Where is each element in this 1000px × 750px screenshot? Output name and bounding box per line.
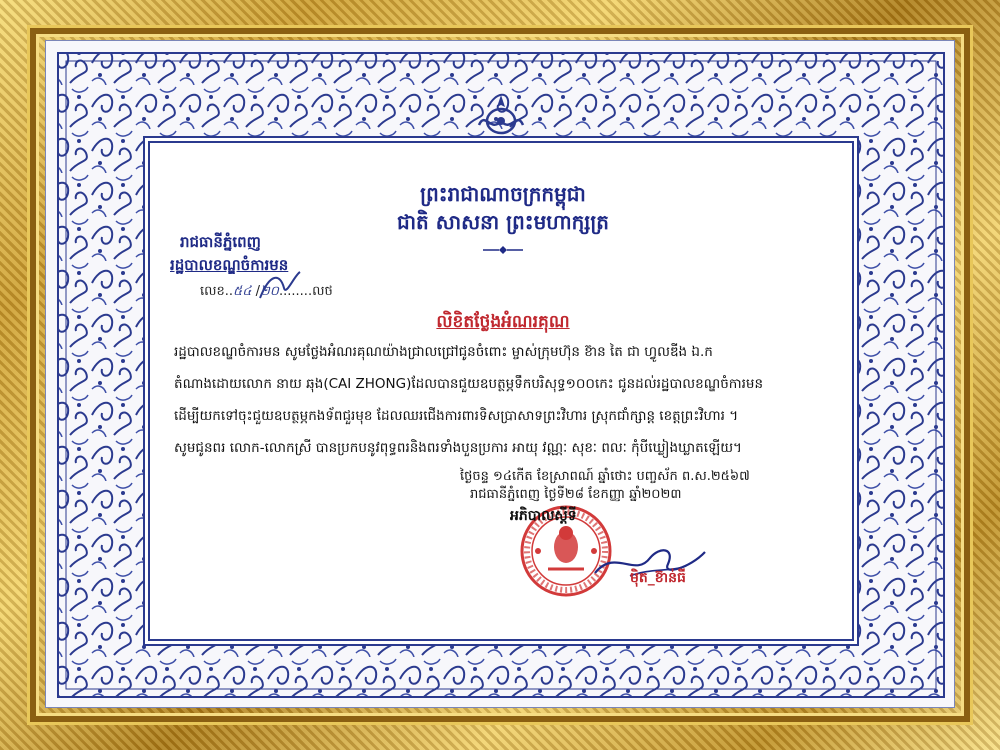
administration-name: រដ្ឋបាលខណ្ឌចំការមន bbox=[170, 256, 289, 274]
solar-date: រាជធានីភ្នំពេញ ថ្ងៃទី២៨ ខែកញ្ញា ឆ្នាំ២០២៣ bbox=[470, 487, 682, 502]
body-line-1: រដ្ឋបាលខណ្ឌចំការមន សូមថ្លែងអំណរគុណយ៉ាងជ្រាលជ្រៅជូនចំពោះ ម្ចាស់ក្រុមហ៊ុន ខ៊ាន តៃ ជា ហ្វូលឌីង ឯ.ក bbox=[174, 344, 713, 360]
ref-label: លេខ bbox=[200, 284, 225, 299]
reference-number: លេខ..៥៤ /២០........លថ bbox=[200, 284, 333, 299]
signatory-title: អភិបាលស្តីទី bbox=[510, 508, 577, 524]
kingdom-heading: ព្រះរាជាណាចក្រកម្ពុជា bbox=[420, 182, 586, 206]
body-line-2: តំណាងដោយលោក នាយ ឆុង(CAI ZHONG)ដែលបានជួយឧបត្ថម្ភទឹកបរិសុទ្ធ១០០កេះ ជូនដល់រដ្ឋបាលខណ្ឌចំការមន bbox=[174, 376, 764, 392]
lunar-date: ថ្ងៃចន្ទ ១៤កើត ខែស្រាពណ៍ ឆ្នាំថោះ បញ្ចស័ក ព.ស.២៥៦៧ bbox=[460, 469, 750, 484]
body-line-3: ដើម្បីយកទៅចុះជួយឧបត្ថម្ភកងទ័ពជួរមុខ ដែលឈរជើងការពារទិសប្រាសាទព្រះវិហារ ស្រុកជាំក្សាន្ត ខេត្តព្រះវិហារ ។ bbox=[174, 408, 739, 424]
certificate-paper bbox=[45, 40, 955, 708]
reference-initial-signature bbox=[250, 268, 310, 303]
capital-city-label: រាជធានីភ្នំពេញ bbox=[180, 233, 261, 251]
certificate-content-panel bbox=[148, 141, 854, 641]
national-motto: ជាតិ សាសនា ព្រះមហាក្សត្រ bbox=[397, 210, 609, 234]
ref-suffix: លថ bbox=[312, 284, 333, 299]
ornament-divider-icon bbox=[483, 246, 523, 254]
ref-number: ៥៤ bbox=[233, 284, 252, 299]
document-title: លិខិតថ្លែងអំណរគុណ bbox=[436, 312, 570, 332]
signatory-name: ម៉ិត_ខ៊ាន់ធី bbox=[630, 570, 686, 586]
ref-year: ២០ bbox=[259, 284, 280, 299]
body-line-4: សូមជូនពរ លោក-លោកស្រី បានប្រកបនូវពុទ្ធពរនិងពរទាំងបួនប្រការ អាយុ វណ្ណៈ សុខៈ ពលៈ កុំបីឃ្លៀងឃ្លាតឡើយ។ bbox=[174, 440, 742, 456]
